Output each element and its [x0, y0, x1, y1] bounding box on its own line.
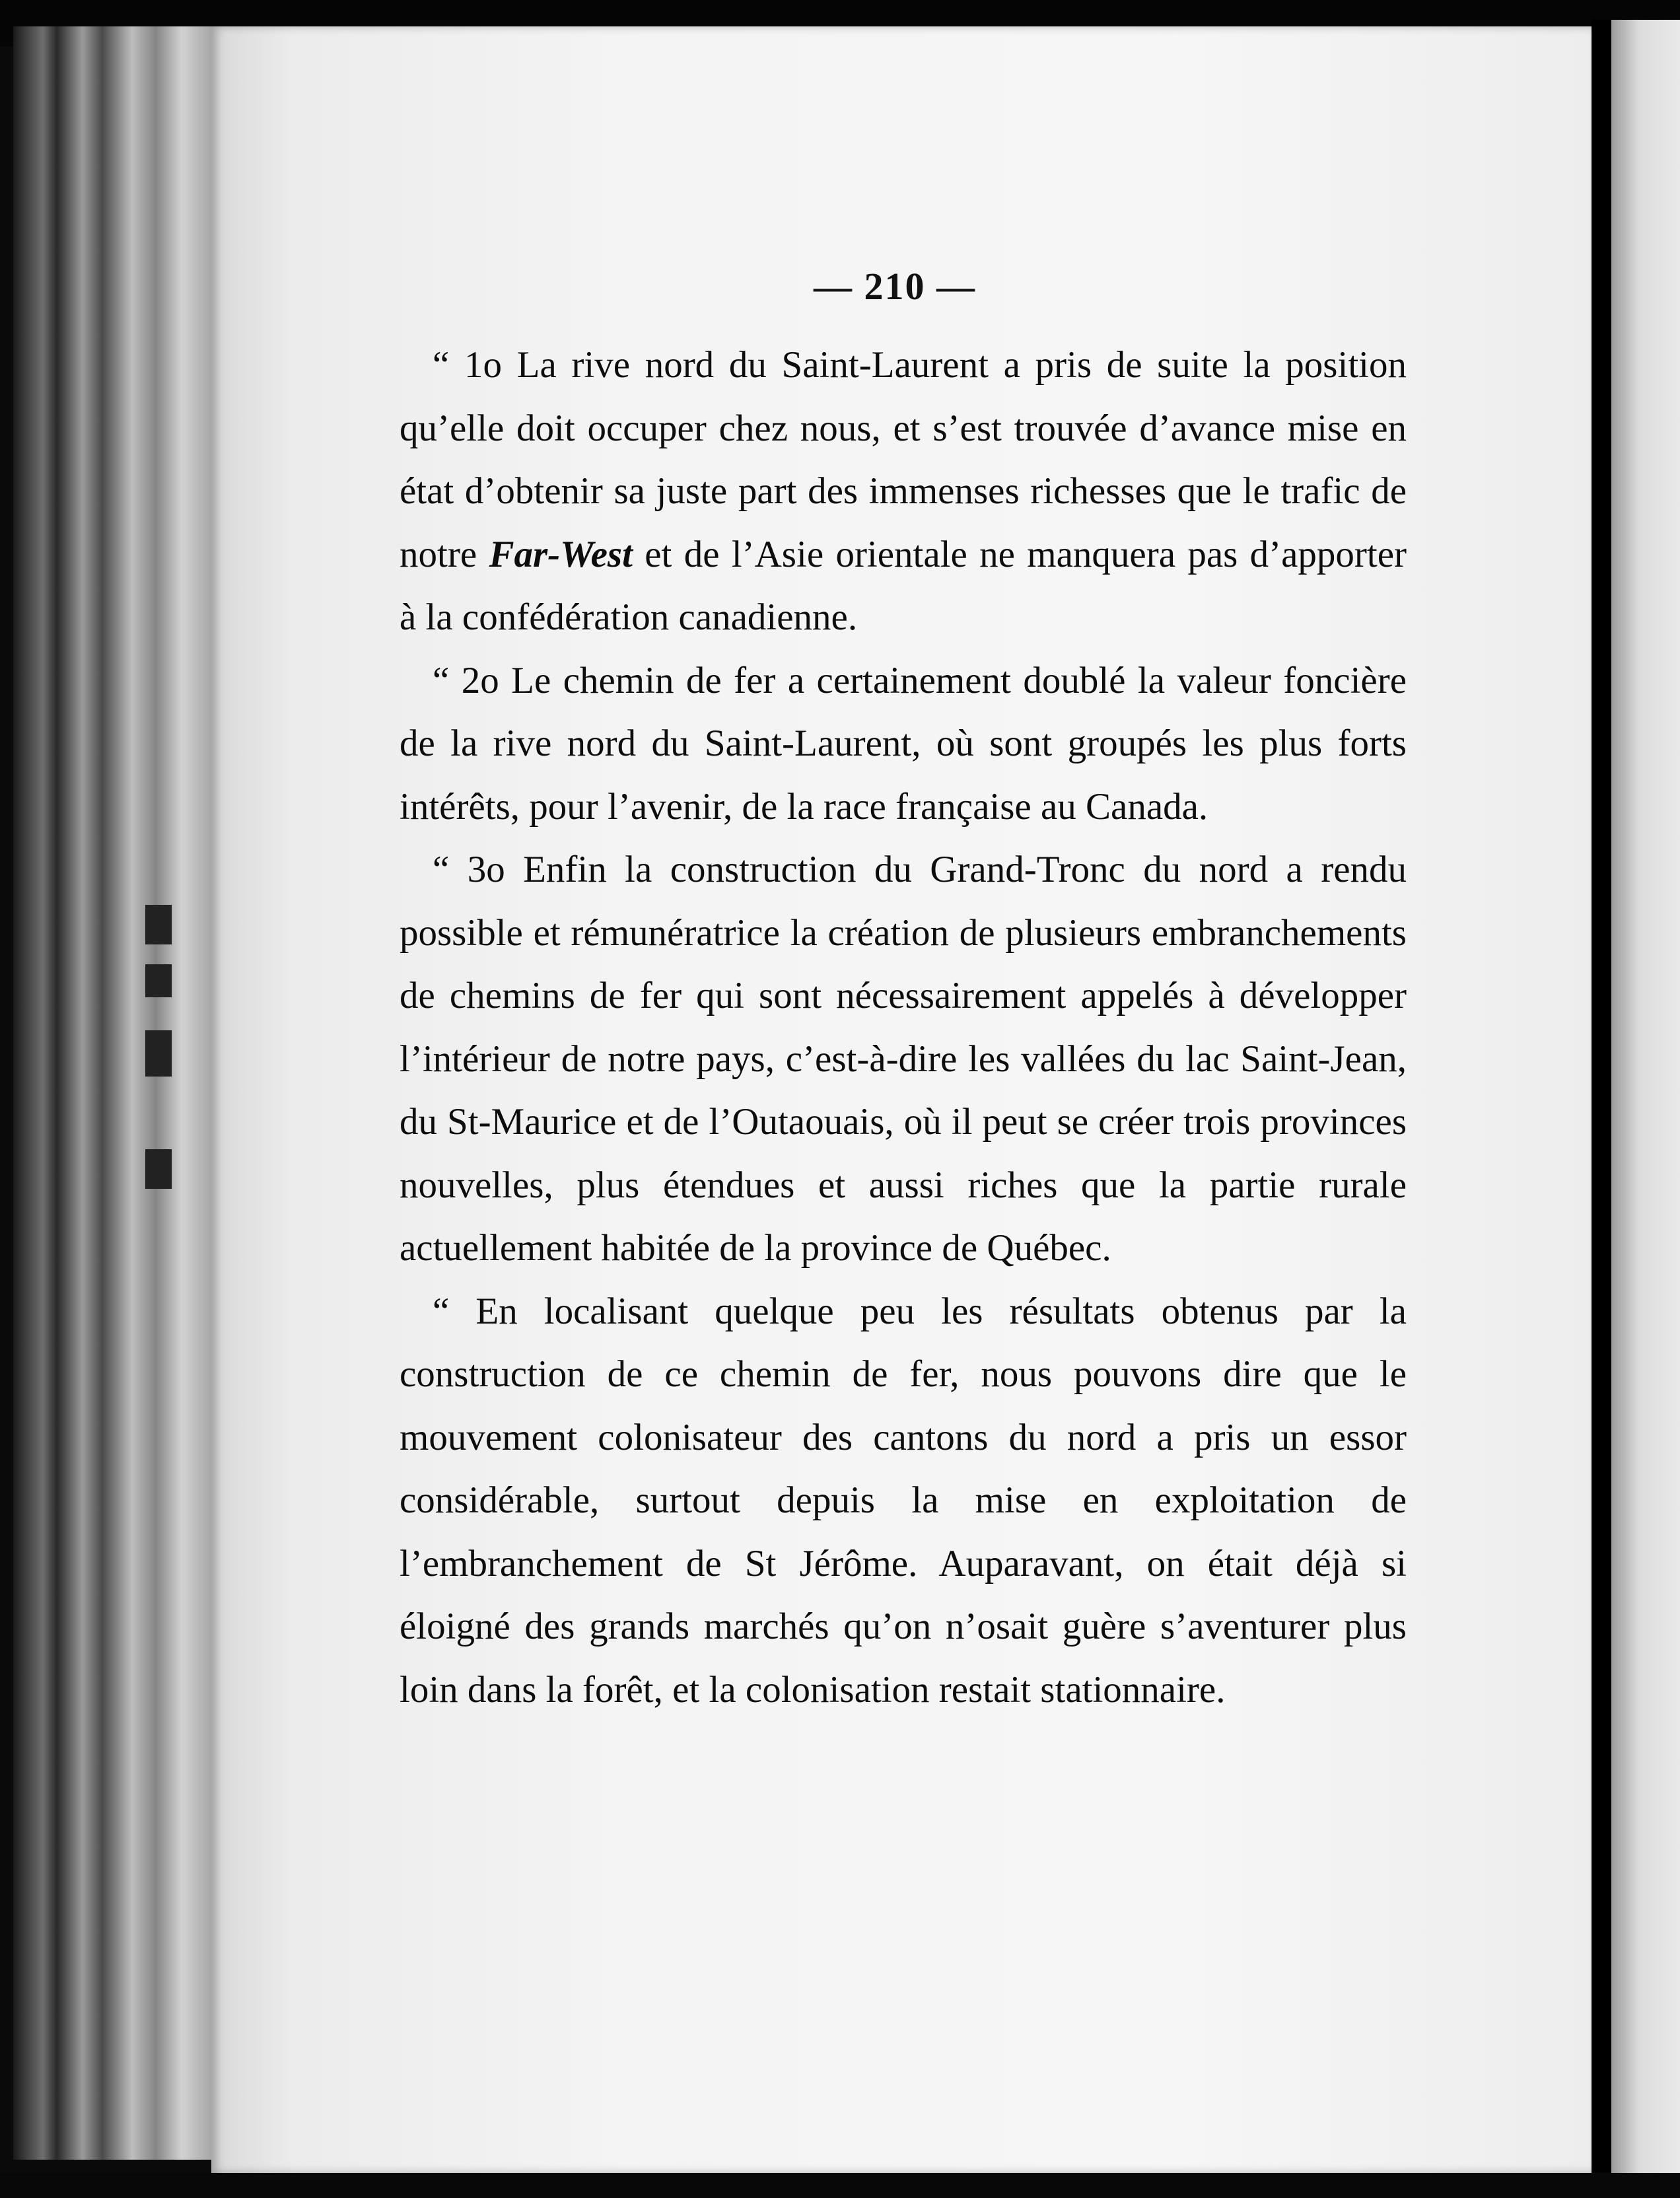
page-edge-mark — [145, 905, 172, 944]
paragraph-1-end: et de l’Asie orientale ne manquera pas d’apporter à la confédération canadienne. — [400, 533, 1407, 638]
body-text — [400, 334, 1407, 1721]
book-gutter — [1592, 20, 1611, 2173]
paragraph-3: “ 3o Enfin la construction du Grand-Tronc du nord a rendu possible et rémunératrice la création de plusieurs embranchements de chemins de fer qui sont nécessairement appelés à développer l’intérieur de notre pays, c’est-à-dire les vallées du lac Saint-Jean, du St-Maurice et de l’Outaouais, où il peut se créer trois provinces nouvelles, plus étendues et aussi riches que la partie rurale actuellement habitée de la province de Québec. — [400, 849, 1407, 1269]
paragraph-1 — [400, 334, 1407, 649]
paragraph-1-text: “ 1o La rive nord du Saint-Laurent a pris de suite la position qu’elle doit occuper chez nous, et s’est trouvée d’avance mise en état d’obtenir sa juste part des immenses richesses que le trafic de notre — [400, 344, 1407, 575]
far-west-italic: Far-West — [489, 533, 633, 575]
page-number: — 210 — — [814, 265, 976, 308]
book-page-edges — [13, 26, 211, 2160]
page-edge-mark — [145, 1149, 172, 1189]
paragraph-4: “ En localisant quelque peu les résultats obtenus par la construction de ce chemin de fer, nous pouvons dire que le mouvement colonisateur des cantons du nord a pris un essor considérable, surtout depuis la mise en exploitation de l’embranchement de St Jérôme. Auparavant, on était déjà si éloigné des grands marchés qu’on n’osait guère s’aventurer plus loin dans la forêt, et la colonisation restait stationnaire. — [400, 1290, 1407, 1711]
facing-page-edge — [1611, 20, 1680, 2173]
paragraph-2: “ 2o Le chemin de fer a certainement doublé la valeur foncière de la rive nord du Saint-Laurent, où sont groupés les plus forts intérêts, pour l’avenir, de la race française au Canada. — [400, 659, 1407, 828]
scan-border-bottom — [0, 2173, 1680, 2198]
page-edge-mark — [145, 1030, 172, 1077]
page-edge-mark — [145, 964, 172, 997]
